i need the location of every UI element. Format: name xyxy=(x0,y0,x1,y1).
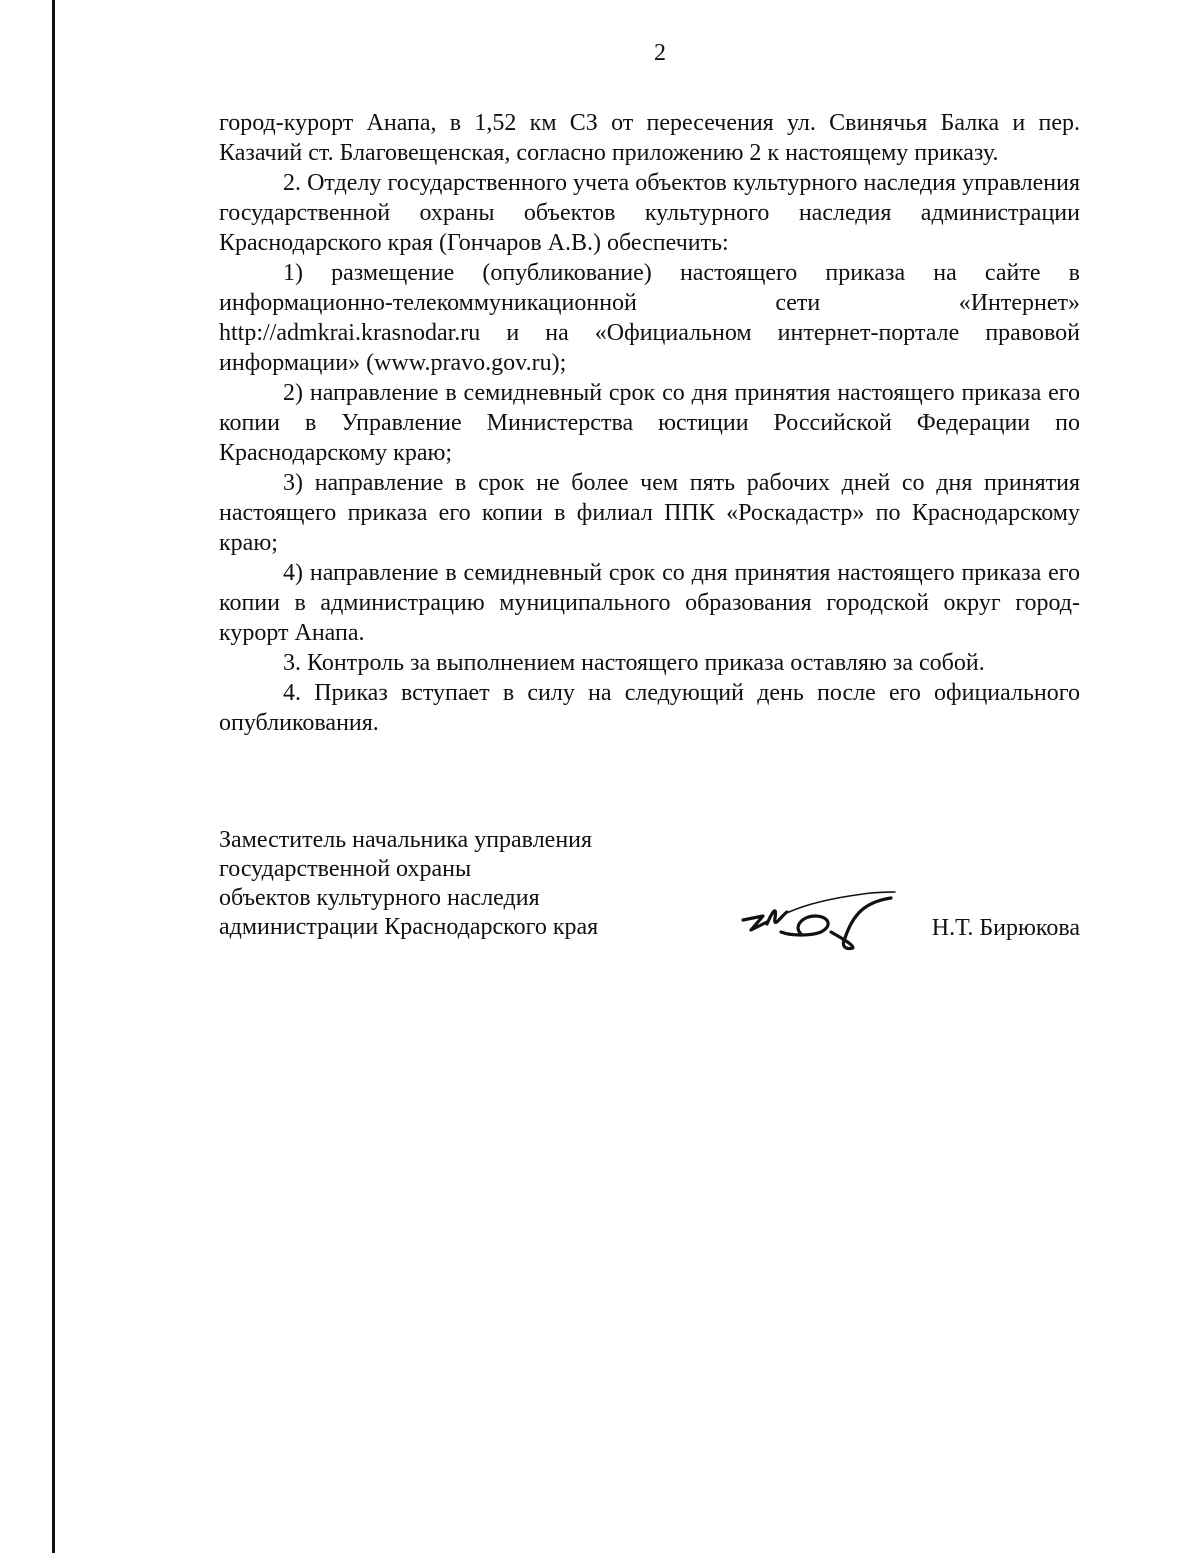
paragraph-continuation: город-курорт Анапа, в 1,52 км СЗ от пересечения ул. Свинячья Балка и пер. Казачий ст. Благовещенская, согласно приложению 2 к настоящему приказу. xyxy=(219,110,1080,166)
signatory-name: Н.Т. Бирюкова xyxy=(931,915,1080,941)
document-body xyxy=(219,108,1080,738)
subitem-4: 4) направление в семидневный срок со дня принятия настоящего приказа его копии в администрацию муниципального образования городской округ город-курорт Анапа. xyxy=(219,560,1080,646)
paragraph-item-2: 2. Отделу государственного учета объектов культурного наследия управления государственной охраны объектов культурного наследия администрации Краснодарского края (Гончаров А.В.) обеспечить: xyxy=(219,170,1080,256)
subitem-2: 2) направление в семидневный срок со дня принятия настоящего приказа его копии в Управление Министерства юстиции Российской Федерации по Краснодарскому краю; xyxy=(219,380,1080,466)
subitem-3: 3) направление в срок не более чем пять рабочих дней со дня принятия настоящего приказа его копии в филиал ППК «Роскадастр» по Краснодарскому краю; xyxy=(219,470,1080,556)
scan-border-line xyxy=(52,0,55,1553)
signature-block xyxy=(219,826,1080,956)
subitem-1-part-a: 1) размещение (опубликование) настоящего приказа на сайте в информационно-телекоммуникационной сети «Интернет» xyxy=(219,260,1080,316)
signatory-title-line: объектов культурного наследия xyxy=(219,885,540,911)
handwritten-signature xyxy=(737,884,897,956)
signatory-title-line: Заместитель начальника управления xyxy=(219,827,593,853)
signatory-title-line: администрации Краснодарского края xyxy=(219,914,599,940)
page-number: 2 xyxy=(654,40,666,66)
paragraph-item-3: 3. Контроль за выполнением настоящего приказа оставляю за собой. xyxy=(283,650,985,676)
subitem-1-part-b: http://admkrai.krasnodar.ru и на «Официальном интернет-портале правовой информации» (www.pravo.gov.ru); xyxy=(219,320,1080,376)
paragraph-item-4: 4. Приказ вступает в силу на следующий день после его официального опубликования. xyxy=(219,680,1080,736)
signatory-title-line: государственной охраны xyxy=(219,856,472,882)
